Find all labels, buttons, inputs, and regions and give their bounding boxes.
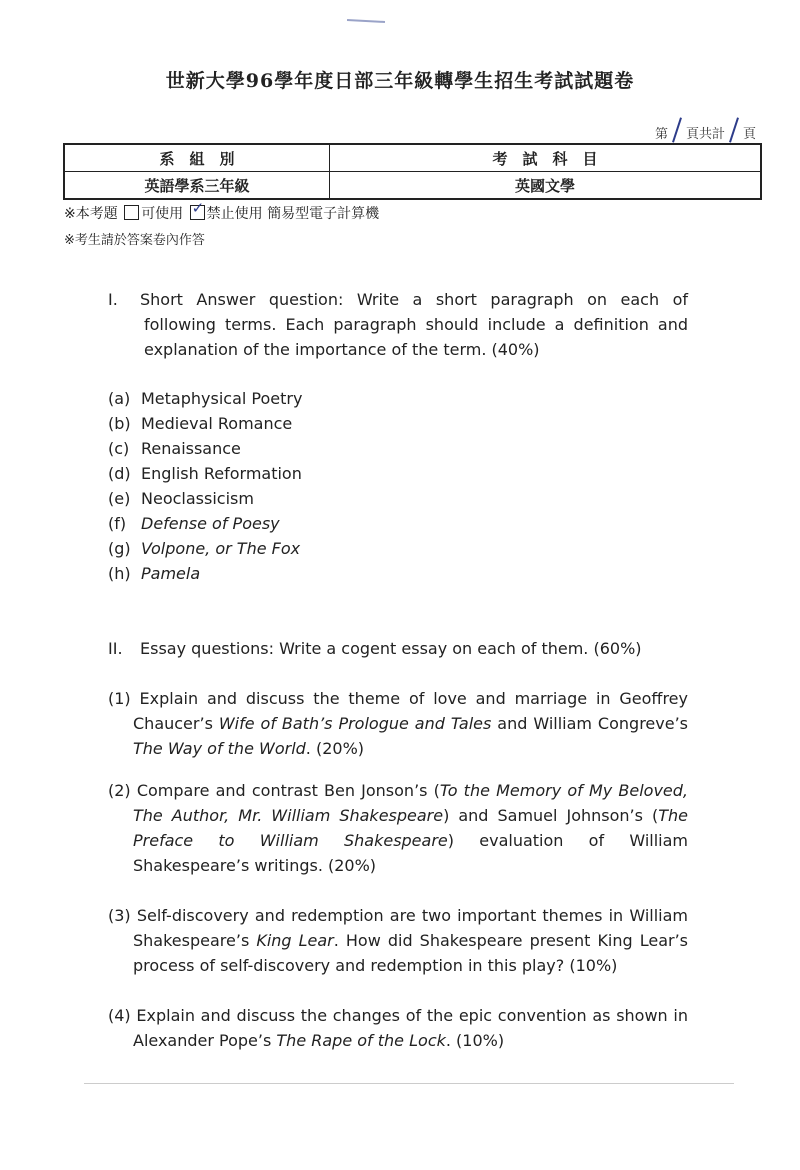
- q2-text-2: ) and Samuel Johnson’s (: [443, 806, 659, 825]
- section-1: [108, 287, 688, 362]
- section-2-heading: Essay questions: Write a cogent essay on each of them. (60%): [140, 639, 642, 658]
- term-text: Renaissance: [141, 439, 241, 458]
- calculator-note: [64, 203, 379, 223]
- page-suffix: 頁: [742, 127, 756, 142]
- list-item: [108, 511, 302, 536]
- subject-value: 英國文學: [330, 172, 762, 200]
- page-prefix: 第: [654, 127, 668, 142]
- list-item: [108, 436, 302, 461]
- list-item: [108, 386, 302, 411]
- allowed-checkbox: [124, 205, 139, 220]
- q2-line4: Shakespeare’s writings. (20%): [133, 856, 377, 875]
- calc-allowed: 可使用: [141, 206, 184, 222]
- q1-title-2: The Way of the World: [133, 739, 306, 758]
- term-label: (f): [108, 514, 127, 533]
- q4-weight: . (10%): [445, 1031, 505, 1050]
- q3-line3: process of self-discovery and redemption in this play? (10%): [133, 956, 618, 975]
- q4-line1: (4) Explain and discuss the changes of the epic convention as shown in: [108, 1006, 688, 1025]
- term-label: (e): [108, 489, 131, 508]
- page-mid: 頁共計: [685, 127, 725, 142]
- section-2-number: II.: [108, 639, 123, 658]
- handwritten-slash-icon: [725, 119, 743, 143]
- term-text: Volpone, or The Fox: [141, 539, 301, 558]
- list-item: [108, 536, 302, 561]
- list-item: [108, 411, 302, 436]
- q1-title-1: Wife of Bath’s Prologue and Tales: [218, 714, 492, 733]
- subject-header: 考 試 科 目: [330, 144, 762, 172]
- essay-question-4: [108, 1003, 688, 1053]
- essay-question-2: [108, 778, 688, 878]
- section-1-line3: explanation of the importance of the term. (40%): [144, 340, 540, 359]
- q2-text: (2) Compare and contrast Ben Jonson’s (: [108, 781, 440, 800]
- essay-question-1: [108, 686, 688, 761]
- department-header: 系 組 別: [64, 144, 330, 172]
- q1-weight: . (20%): [305, 739, 365, 758]
- q2-title-1b: The Author, Mr. William Shakespeare: [133, 806, 444, 825]
- q3-line1: (3) Self-discovery and redemption are two important themes in William: [108, 906, 688, 925]
- term-label: (b): [108, 414, 131, 433]
- essay-question-3: [108, 903, 688, 978]
- calc-type: 簡易型電子計算機: [267, 206, 380, 222]
- info-table: [63, 143, 762, 200]
- term-label: (g): [108, 539, 131, 558]
- term-label: (c): [108, 439, 130, 458]
- q1-text-2: and William Congreve’s: [491, 714, 688, 733]
- q3-title: King Lear: [256, 931, 334, 950]
- terms-list: [108, 386, 302, 586]
- q1-text: Chaucer’s: [133, 714, 219, 733]
- term-text: English Reformation: [141, 464, 302, 483]
- term-label: (h): [108, 564, 131, 583]
- q2-title-2a: The: [658, 806, 688, 825]
- q2-title-1a: To the Memory of My Beloved,: [439, 781, 689, 800]
- forbidden-checkbox: [190, 205, 205, 220]
- term-text: Medieval Romance: [141, 414, 293, 433]
- section-1-number: I.: [108, 290, 118, 309]
- term-text: Metaphysical Poetry: [141, 389, 303, 408]
- exam-title: 世新大學96學年度日部三年級轉學生招生考試試題卷: [165, 70, 635, 92]
- term-label: (d): [108, 464, 131, 483]
- answer-note: ※考生請於答案卷內作答: [64, 233, 205, 248]
- bottom-divider: [84, 1083, 734, 1084]
- q4-title: The Rape of the Lock: [276, 1031, 446, 1050]
- handwritten-slash-icon: [668, 119, 686, 143]
- calc-prefix: ※本考題: [64, 206, 118, 222]
- section-2: [108, 636, 688, 661]
- list-item: [108, 486, 302, 511]
- term-text: Defense of Poesy: [141, 514, 280, 533]
- q2-text-3: ) evaluation of William: [447, 831, 689, 850]
- q3-text-2: . How did Shakespeare present King Lear’s: [333, 931, 689, 950]
- q1-line1: (1) Explain and discuss the theme of love and marriage in Geoffrey: [108, 689, 688, 708]
- department-value: 英語學系三年級: [64, 172, 330, 200]
- list-item: [108, 561, 302, 586]
- list-item: [108, 461, 302, 486]
- term-label: (a): [108, 389, 131, 408]
- term-text: Pamela: [141, 564, 201, 583]
- page-count: [655, 119, 756, 143]
- calc-forbidden: 禁止使用: [206, 206, 263, 222]
- pen-mark: [347, 19, 385, 23]
- q4-text: Alexander Pope’s: [133, 1031, 277, 1050]
- q3-text: Shakespeare’s: [133, 931, 257, 950]
- section-1-line1: Short Answer question: Write a short paragraph on each of: [140, 290, 688, 309]
- section-1-line2: following terms. Each paragraph should include a definition and: [144, 315, 688, 334]
- q2-title-2b: Preface to William Shakespeare: [133, 831, 448, 850]
- term-text: Neoclassicism: [141, 489, 254, 508]
